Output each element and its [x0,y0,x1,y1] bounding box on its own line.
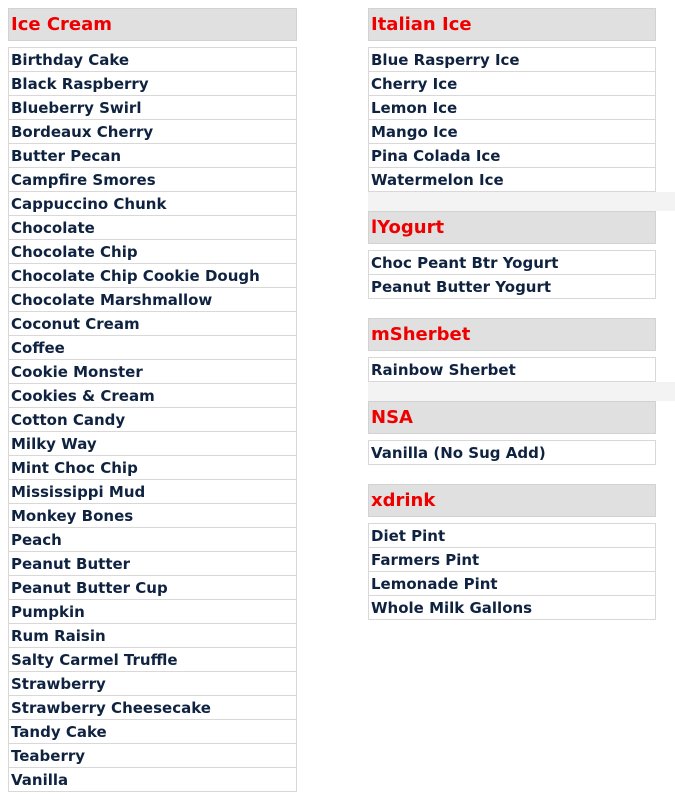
flavor-item: Chocolate Marshmallow [9,288,296,312]
flavor-item: Peach [9,528,296,552]
flavor-item: Watermelon Ice [369,168,655,192]
flavor-item: Rainbow Sherbet [369,358,655,382]
flavor-item: Lemon Ice [369,96,655,120]
category-header-drink: xdrink [368,484,656,517]
flavor-item: Peanut Butter Cup [9,576,296,600]
flavor-item: Chocolate Chip Cookie Dough [9,264,296,288]
flavor-list-sherbet [368,357,656,382]
section-spacer [368,299,656,318]
flavor-item: Monkey Bones [9,504,296,528]
flavor-item: Whole Milk Gallons [369,596,655,620]
category-section-drink [368,484,656,620]
flavor-item: Farmers Pint [369,548,655,572]
section-spacer [368,465,656,484]
flavor-item: Bordeaux Cherry [9,120,296,144]
flavor-item: Butter Pecan [9,144,296,168]
category-header-nsa: NSA [368,401,656,434]
category-section-italian-ice [368,8,656,211]
left-column [8,8,297,792]
flavor-item: Strawberry [9,672,296,696]
flavor-item: Coffee [9,336,296,360]
flavor-item: Cookies & Cream [9,384,296,408]
category-section-yogurt [368,211,656,318]
flavor-item: Diet Pint [369,524,655,548]
flavor-list-drink [368,523,656,620]
flavor-item: Coconut Cream [9,312,296,336]
flavor-item: Mango Ice [369,120,655,144]
flavor-item: Lemonade Pint [369,572,655,596]
section-divider-band [368,192,675,211]
flavor-item: Black Raspberry [9,72,296,96]
flavor-item: Mint Choc Chip [9,456,296,480]
flavor-item: Choc Peant Btr Yogurt [369,251,655,275]
flavor-item: Vanilla [9,768,296,792]
category-header-sherbet: mSherbet [368,318,656,351]
flavor-item: Pumpkin [9,600,296,624]
category-section-nsa [368,401,656,484]
category-header-ice-cream: Ice Cream [8,8,297,41]
flavor-item: Cappuccino Chunk [9,192,296,216]
right-column [368,8,656,620]
flavor-item: Blue Rasperry Ice [369,48,655,72]
flavor-item: Salty Carmel Truffle [9,648,296,672]
flavor-item: Mississippi Mud [9,480,296,504]
flavor-item: Chocolate [9,216,296,240]
flavor-list-nsa [368,440,656,465]
flavor-item: Cherry Ice [369,72,655,96]
flavor-item: Pina Colada Ice [369,144,655,168]
section-divider-band [368,382,675,401]
flavor-list-italian-ice [368,47,656,192]
flavor-item: Teaberry [9,744,296,768]
flavor-list-ice-cream [8,47,297,792]
flavor-item: Rum Raisin [9,624,296,648]
flavor-item: Milky Way [9,432,296,456]
category-section-ice-cream [8,8,297,792]
flavor-item: Vanilla (No Sug Add) [369,441,655,465]
category-section-sherbet [368,318,656,401]
flavor-item: Blueberry Swirl [9,96,296,120]
flavor-list-yogurt [368,250,656,299]
category-header-yogurt: lYogurt [368,211,656,244]
flavor-item: Peanut Butter Yogurt [369,275,655,299]
flavor-item: Cookie Monster [9,360,296,384]
flavor-item: Chocolate Chip [9,240,296,264]
flavor-item: Tandy Cake [9,720,296,744]
flavor-item: Cotton Candy [9,408,296,432]
flavor-item: Birthday Cake [9,48,296,72]
flavor-item: Strawberry Cheesecake [9,696,296,720]
flavor-item: Campfire Smores [9,168,296,192]
category-header-italian-ice: Italian Ice [368,8,656,41]
flavor-item: Peanut Butter [9,552,296,576]
